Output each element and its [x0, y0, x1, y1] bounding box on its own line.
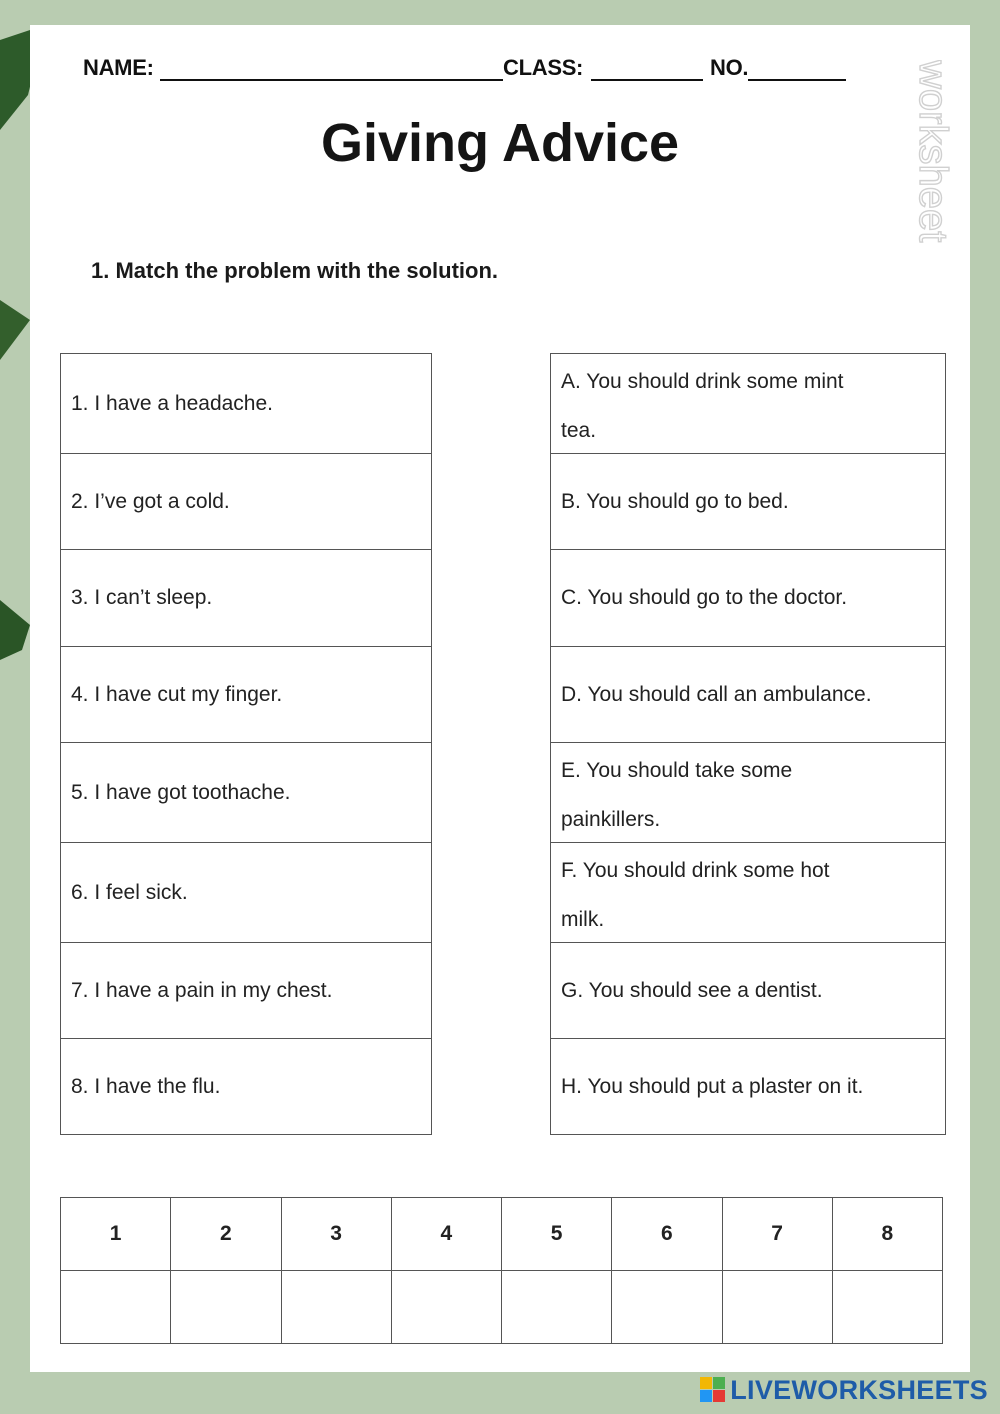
- solution-cell: [551, 647, 945, 743]
- class-label: CLASS:: [503, 55, 584, 80]
- liveworksheets-logo-icon: [700, 1377, 726, 1403]
- page-title: Giving Advice: [320, 113, 680, 173]
- solution-line: B. You should go to bed.: [561, 489, 789, 513]
- solution-cell: [551, 843, 945, 943]
- brand-name: LIVEWORKSHEETS: [730, 1374, 988, 1405]
- solution-line: H. You should put a plaster on it.: [561, 1074, 864, 1098]
- solution-line: D. You should call an ambulance.: [561, 682, 872, 706]
- name-label: NAME:: [83, 55, 154, 80]
- answer-input-5[interactable]: [502, 1271, 612, 1344]
- solution-line: F. You should drink some hot: [561, 859, 830, 882]
- watermark-text: [910, 60, 956, 300]
- answer-input-6[interactable]: [612, 1271, 722, 1344]
- answer-number: 6: [612, 1198, 722, 1271]
- answer-number: 8: [832, 1198, 942, 1271]
- answer-input-4[interactable]: [391, 1271, 501, 1344]
- problem-cell: 3. I can’t sleep.: [61, 550, 431, 647]
- solution-line: G. You should see a dentist.: [561, 978, 823, 1002]
- solution-line: painkillers.: [561, 808, 661, 831]
- number-blank[interactable]: [748, 79, 846, 81]
- instruction-text: 1. Match the problem with the solution.: [91, 258, 499, 283]
- answer-input-2[interactable]: [171, 1271, 281, 1344]
- problem-cell: 7. I have a pain in my chest.: [61, 943, 431, 1039]
- answer-number: 2: [171, 1198, 281, 1271]
- problem-cell: 8. I have the flu.: [61, 1039, 431, 1135]
- answer-grid: [60, 1197, 943, 1344]
- answer-input-3[interactable]: [281, 1271, 391, 1344]
- solution-line: E. You should take some: [561, 759, 793, 782]
- liveworksheets-logo: [700, 1374, 988, 1406]
- watermark-label: worksheet: [911, 60, 955, 243]
- answer-input-7[interactable]: [722, 1271, 832, 1344]
- answer-number: 7: [722, 1198, 832, 1271]
- solution-line: milk.: [561, 908, 605, 931]
- problem-cell: 5. I have got toothache.: [61, 743, 431, 843]
- answer-number: 3: [281, 1198, 391, 1271]
- solution-line: C. You should go to the doctor.: [561, 586, 848, 609]
- solution-cell: [551, 354, 945, 454]
- solution-cell: [551, 1039, 945, 1135]
- solution-cell: [551, 943, 945, 1039]
- solutions-column: [550, 353, 946, 1135]
- problem-cell: 1. I have a headache.: [61, 354, 431, 454]
- answer-number: 5: [502, 1198, 612, 1271]
- solution-cell: [551, 550, 945, 647]
- solution-line: tea.: [561, 419, 597, 442]
- answer-input-8[interactable]: [832, 1271, 942, 1344]
- number-label: NO.: [710, 55, 749, 80]
- class-blank[interactable]: [591, 79, 703, 81]
- name-blank[interactable]: [160, 79, 503, 81]
- answer-input-1[interactable]: [61, 1271, 171, 1344]
- problem-cell: 6. I feel sick.: [61, 843, 431, 943]
- solution-cell: [551, 454, 945, 550]
- answer-number: 1: [61, 1198, 171, 1271]
- solution-cell: [551, 743, 945, 843]
- problem-cell: 4. I have cut my finger.: [61, 647, 431, 743]
- problem-cell: 2. I’ve got a cold.: [61, 454, 431, 550]
- solution-line: A. You should drink some mint: [561, 370, 844, 393]
- problems-column: [60, 353, 432, 1135]
- answer-number: 4: [391, 1198, 501, 1271]
